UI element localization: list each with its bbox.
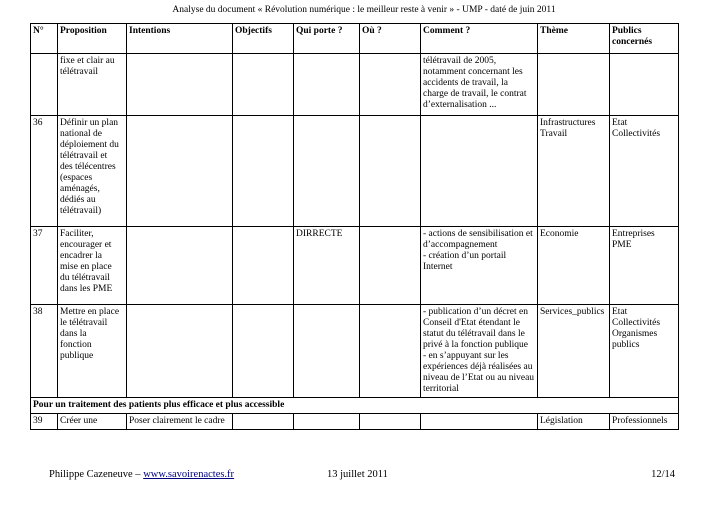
row-number: 36 bbox=[31, 116, 58, 227]
footer-date: 13 juillet 2011 bbox=[327, 469, 388, 480]
intentions-cell bbox=[127, 305, 233, 398]
ou-cell bbox=[360, 116, 421, 227]
column-header: Objectifs bbox=[233, 24, 294, 54]
column-header: Proposition bbox=[58, 24, 127, 54]
qui-porte-cell: DIRRECTE bbox=[294, 227, 360, 305]
comment-cell: télétravail de 2005, notamment concernant les accidents de travail, la charge de travail, le contrat d’externalisation ... bbox=[421, 54, 538, 116]
ou-cell bbox=[360, 414, 421, 430]
column-header: Intentions bbox=[127, 24, 233, 54]
qui-porte-cell bbox=[294, 414, 360, 430]
ou-cell bbox=[360, 54, 421, 116]
publics-cell: Professionnels bbox=[610, 414, 679, 430]
column-header: Où ? bbox=[360, 24, 421, 54]
objectifs-cell bbox=[233, 227, 294, 305]
author-name: Philippe Cazeneuve – bbox=[49, 469, 144, 480]
comment-cell bbox=[421, 116, 538, 227]
column-header: Comment ? bbox=[421, 24, 538, 54]
ou-cell bbox=[360, 227, 421, 305]
table-row bbox=[31, 54, 679, 116]
website-link[interactable]: www.savoirenactes.fr bbox=[143, 469, 235, 480]
proposition-cell: Faciliter, encourager et encadrer la mise en place du télétravail dans les PME bbox=[58, 227, 127, 305]
intentions-cell bbox=[127, 54, 233, 116]
footer-author bbox=[49, 469, 234, 480]
table-header-row bbox=[31, 24, 679, 54]
theme-cell: Législation bbox=[538, 414, 610, 430]
publics-cell bbox=[610, 54, 679, 116]
publics-cell: Etat Collectivités Organismes publics bbox=[610, 305, 679, 398]
qui-porte-cell bbox=[294, 116, 360, 227]
intentions-cell bbox=[127, 227, 233, 305]
comment-cell bbox=[421, 414, 538, 430]
objectifs-cell bbox=[233, 414, 294, 430]
table-row bbox=[31, 116, 679, 227]
proposition-cell: Mettre en place le télétravail dans la fonction publique bbox=[58, 305, 127, 398]
table-row bbox=[31, 414, 679, 430]
column-header: Thème bbox=[538, 24, 610, 54]
column-header: Publics concernés bbox=[610, 24, 679, 54]
ou-cell bbox=[360, 305, 421, 398]
column-header: N° bbox=[31, 24, 58, 54]
row-number: 37 bbox=[31, 227, 58, 305]
page-header: Analyse du document « Révolution numérique : le meilleur reste à venir » - UMP - daté de juin 2011 bbox=[172, 5, 556, 15]
page-number: 12/14 bbox=[651, 469, 675, 480]
proposals-table bbox=[30, 23, 679, 430]
qui-porte-cell bbox=[294, 305, 360, 398]
table-row bbox=[31, 227, 679, 305]
proposition-cell: Définir un plan national de déploiement du télétravail et des télécentres (espaces aménagés, dédiés au télétravail) bbox=[58, 116, 127, 227]
row-number: 39 bbox=[31, 414, 58, 430]
publics-cell: Etat Collectivités bbox=[610, 116, 679, 227]
intentions-cell bbox=[127, 116, 233, 227]
row-number: 38 bbox=[31, 305, 58, 398]
proposition-cell: Créer une bbox=[58, 414, 127, 430]
qui-porte-cell bbox=[294, 54, 360, 116]
proposition-cell: fixe et clair au télétravail bbox=[58, 54, 127, 116]
theme-cell: Services_publics bbox=[538, 305, 610, 398]
table-row bbox=[31, 305, 679, 398]
theme-cell bbox=[538, 54, 610, 116]
section-row bbox=[31, 398, 679, 414]
intentions-cell: Poser clairement le cadre bbox=[127, 414, 233, 430]
row-number bbox=[31, 54, 58, 116]
column-header: Qui porte ? bbox=[294, 24, 360, 54]
theme-cell: Infrastructures Travail bbox=[538, 116, 610, 227]
section-heading: Pour un traitement des patients plus efficace et plus accessible bbox=[31, 398, 679, 414]
theme-cell: Economie bbox=[538, 227, 610, 305]
objectifs-cell bbox=[233, 116, 294, 227]
publics-cell: Entreprises PME bbox=[610, 227, 679, 305]
objectifs-cell bbox=[233, 54, 294, 116]
objectifs-cell bbox=[233, 305, 294, 398]
comment-cell: - publication d’un décret en Conseil d'Etat étendant le statut du télétravail dans le privé à la fonction publique - en s’appuyant sur les expériences déjà réalisées au niveau de l’Etat ou au niveau territorial bbox=[421, 305, 538, 398]
comment-cell: - actions de sensibilisation et d’accompagnement - création d’un portail Internet bbox=[421, 227, 538, 305]
